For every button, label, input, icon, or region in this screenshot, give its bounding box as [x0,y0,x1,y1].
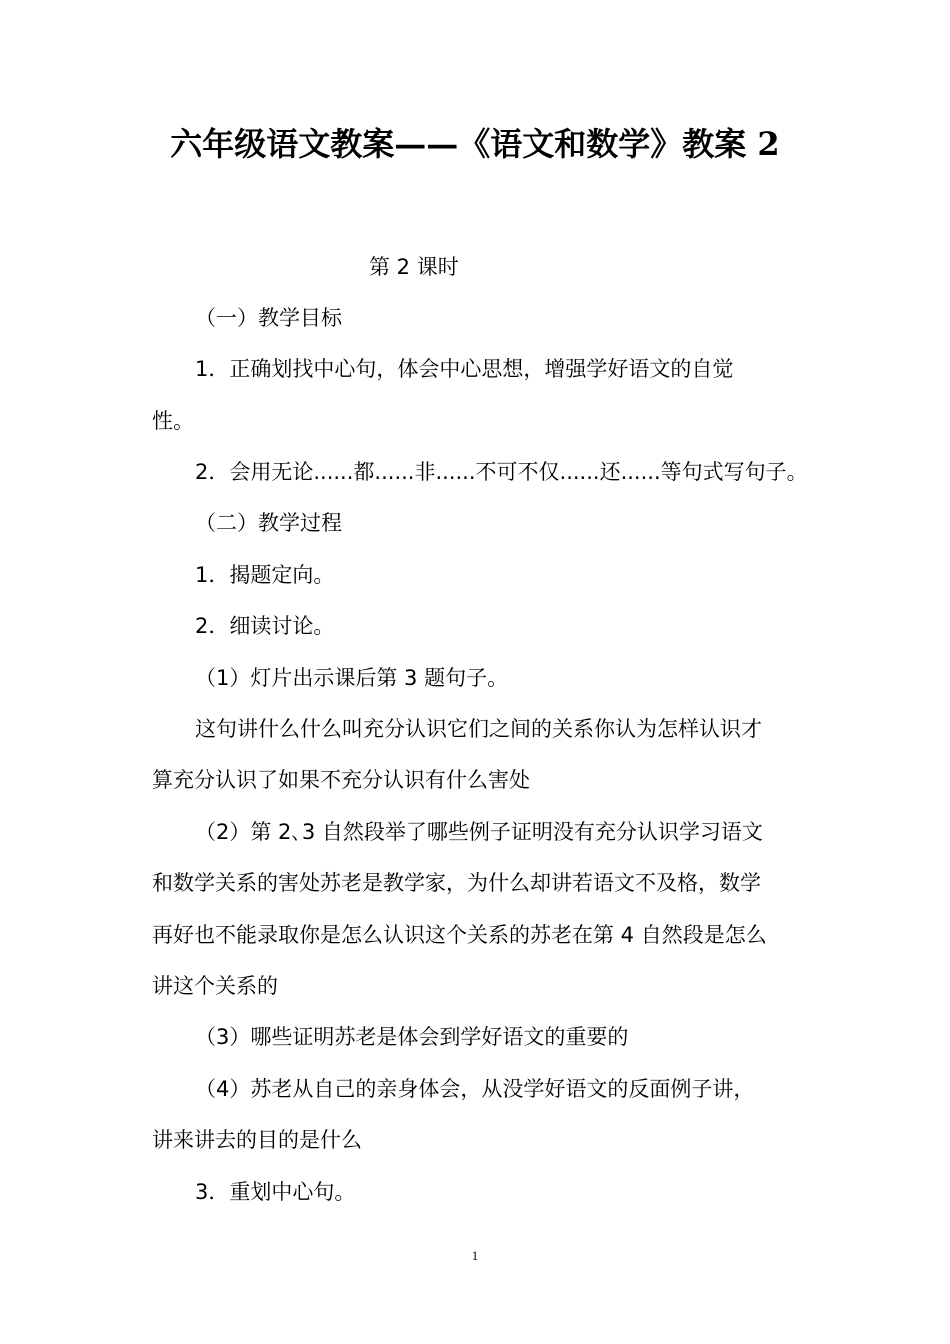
paragraph-line: 讲来讲去的目的是什么 [152,1128,362,1152]
paragraph-line: 性。 [152,409,194,433]
paragraph-line: 3．重划中心句。 [195,1180,356,1204]
paragraph-line: 和数学关系的害处苏老是教学家，为什么却讲若语文不及格，数学 [152,871,761,895]
paragraph-line: 这句讲什么什么叫充分认识它们之间的关系你认为怎样认识才 [195,717,762,741]
paragraph-line: （4）苏老从自己的亲身体会，从没学好语文的反面例子讲， [195,1077,755,1101]
lesson-subtitle: 第 2 课时 [369,255,459,279]
paragraph-line: （2）第 2､3 自然段举了哪些例子证明没有充分认识学习语文 [195,820,763,844]
page-number: 1 [471,1248,479,1263]
paragraph-line: 算充分认识了如果不充分认识有什么害处 [152,768,530,792]
paragraph-line: 再好也不能录取你是怎么认识这个关系的苏老在第 4 自然段是怎么 [152,923,767,947]
document-title: 六年级语文教案——《语文和数学》教案 2 [170,125,780,163]
paragraph-line: 1．揭题定向。 [195,563,335,587]
paragraph-line: 2．细读讨论。 [195,614,335,638]
paragraph-line: 2．会用无论......都......非......不可不仅......还......等句式写句子。 [195,460,808,484]
paragraph-line: （3）哪些证明苏老是体会到学好语文的重要的 [195,1025,629,1049]
section-heading-objectives: （一）教学目标 [195,306,342,330]
paragraph-line: 1．正确划找中心句，体会中心思想，增强学好语文的自觉 [195,357,734,381]
section-heading-process: （二）教学过程 [195,511,342,535]
paragraph-line: （1）灯片出示课后第 3 题句子。 [195,666,509,690]
paragraph-line: 讲这个关系的 [152,974,278,998]
